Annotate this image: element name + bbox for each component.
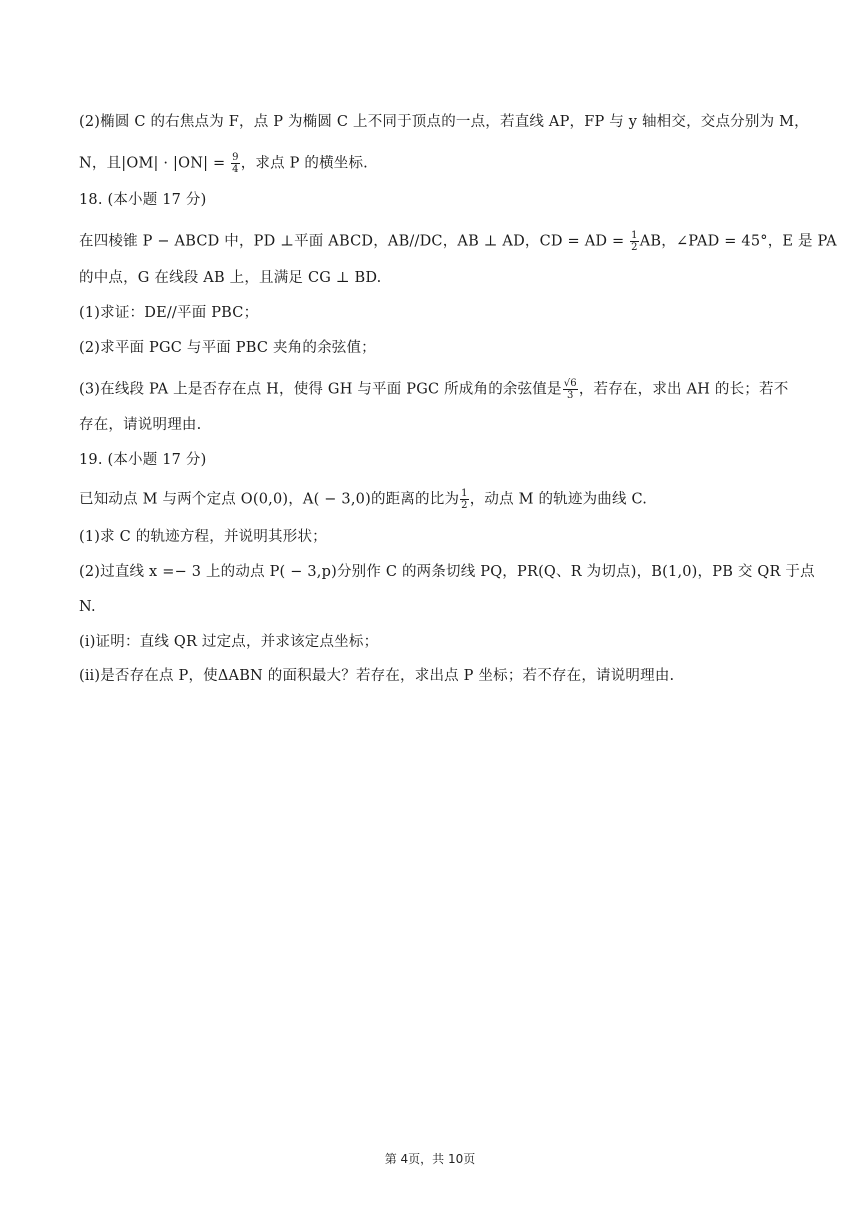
problem18-part3-text1b: ，若存在，求出 AH 的长；若不 bbox=[578, 381, 789, 398]
fraction-numerator: 1 bbox=[461, 488, 468, 499]
problem19-header-text: 19. (本小题 17 分) bbox=[79, 452, 207, 468]
problem17-part2-line2 bbox=[79, 152, 788, 175]
problem18-part1-text: (1)求证：DE//平面 PBC； bbox=[79, 305, 259, 321]
problem19-fraction bbox=[460, 488, 469, 511]
problem18-fraction bbox=[630, 230, 639, 253]
page-number-text: 第 4页，共 10页 bbox=[384, 1152, 476, 1166]
problem19-sub-i-text: (ⅰ)证明：直线 QR 过定点，并求该定点坐标； bbox=[79, 634, 379, 650]
problem18-part2 bbox=[79, 338, 788, 358]
problem17-fraction bbox=[231, 152, 240, 175]
fraction-denominator: 2 bbox=[631, 242, 638, 253]
problem19-stem-text-a: 已知动点 M 与两个定点 O(0,0)，A( − 3,0)的距离的比为 bbox=[79, 491, 460, 508]
problem18-stem-line2 bbox=[79, 268, 788, 288]
problem19-sub-ii bbox=[79, 666, 788, 686]
problem18-stem-text1a: 在四棱锥 P − ABCD 中，PD ⊥平面 ABCD，AB//DC，AB ⊥ AD，CD = AD = bbox=[79, 233, 630, 250]
problem18-stem-line1 bbox=[79, 230, 837, 253]
problem17-part2-text1: (2)椭圆 C 的右焦点为 F，点 P 为椭圆 C 上不同于顶点的一点，若直线 AP，FP 与 y 轴相交，交点分别为 M， bbox=[79, 114, 809, 130]
fraction-numerator: 1 bbox=[631, 230, 638, 241]
problem19-header bbox=[79, 450, 788, 470]
problem19-sub-ii-text: (ⅱ)是否存在点 P，使ΔABN 的面积最大？若存在，求出点 P 坐标；若不存在，请说明理由. bbox=[79, 668, 675, 684]
problem18-header bbox=[79, 190, 788, 210]
fraction-numerator: 9 bbox=[232, 152, 239, 163]
fraction-numerator: √6 bbox=[563, 378, 577, 389]
problem18-part3-line1 bbox=[79, 378, 788, 401]
problem18-part1 bbox=[79, 303, 788, 323]
problem17-part2-line1 bbox=[79, 112, 809, 132]
fraction-denominator: 4 bbox=[232, 164, 239, 175]
problem17-part2-text2a: N，且|OM| · |ON| = bbox=[79, 155, 231, 172]
problem19-part2-text1: (2)过直线 x =− 3 上的动点 P( − 3,p)分别作 C 的两条切线 PQ，PR(Q、R 为切点)，B(1,0)，PB 交 QR 于点 bbox=[79, 564, 815, 580]
page-footer bbox=[0, 1150, 860, 1167]
problem18-part2-text: (2)求平面 PGC 与平面 PBC 夹角的余弦值； bbox=[79, 340, 376, 356]
problem18-stem-text1b: AB，∠PAD = 45°，E 是 PA bbox=[639, 233, 837, 250]
problem19-part2-line2 bbox=[79, 597, 788, 617]
fraction-denominator: 3 bbox=[567, 390, 574, 401]
fraction-denominator: 2 bbox=[461, 500, 468, 511]
problem19-sub-i bbox=[79, 632, 788, 652]
problem18-part3-text2: 存在，请说明理由. bbox=[79, 417, 202, 433]
problem18-part3-fraction bbox=[563, 378, 578, 401]
problem19-part1-text: (1)求 C 的轨迹方程，并说明其形状； bbox=[79, 529, 327, 545]
problem18-part3-text1a: (3)在线段 PA 上是否存在点 H，使得 GH 与平面 PGC 所成角的余弦值是 bbox=[79, 381, 562, 398]
problem19-part2-text2: N. bbox=[79, 599, 96, 615]
problem18-header-text: 18. (本小题 17 分) bbox=[79, 192, 207, 208]
problem18-stem-text2: 的中点，G 在线段 AB 上，且满足 CG ⊥ BD. bbox=[79, 270, 382, 286]
problem19-stem-text-b: ，动点 M 的轨迹为曲线 C. bbox=[469, 491, 648, 508]
problem19-stem bbox=[79, 488, 788, 511]
problem18-part3-line2 bbox=[79, 415, 788, 435]
problem17-part2-text2b: ，求点 P 的横坐标. bbox=[240, 155, 368, 172]
problem19-part2-line1 bbox=[79, 562, 815, 582]
problem19-part1 bbox=[79, 527, 788, 547]
